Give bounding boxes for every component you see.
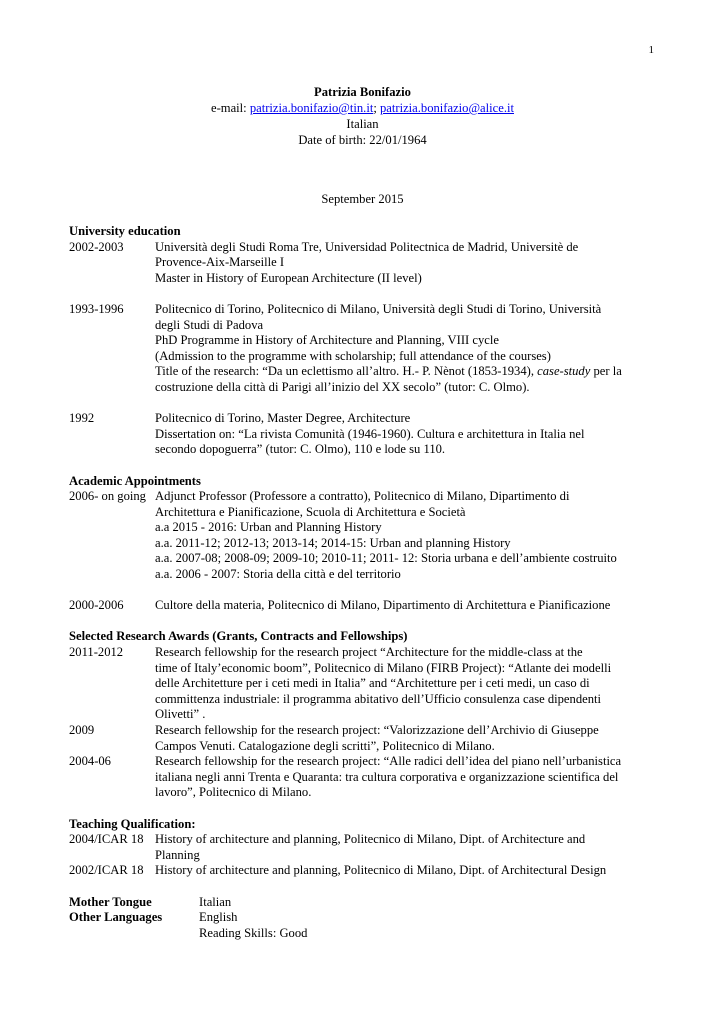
line-part-italic: case-study [537, 364, 591, 379]
section-title-appointments: Academic Appointments [69, 473, 201, 488]
entry-line: Architettura e Pianificazione, Scuola di Architettura e Società [155, 504, 466, 519]
award-entry [69, 645, 659, 723]
entry-line: PhD Programme in History of Architecture and Planning, VIII cycle [155, 333, 499, 348]
reading-skills: Reading Skills: Good [199, 925, 308, 940]
entry-line: lavoro”, Politecnico di Milano. [155, 785, 312, 800]
entry-line: History of architecture and planning, Politecnico di Milano, Dipt. of Architectural Design [155, 863, 607, 878]
entry-line: committenza industriale: il programma abitativo dell’Ufficio consulenza case dipendenti [155, 691, 601, 706]
teaching-entry [69, 863, 659, 879]
entry-text [155, 723, 659, 754]
other-languages-label: Other Languages [69, 910, 163, 925]
education-entry [69, 240, 659, 287]
spacer [69, 926, 199, 942]
section-title-education: University education [69, 224, 181, 238]
entry-line: Università degli Studi Roma Tre, Universidad Politectnica de Madrid, Universitè de [155, 239, 579, 254]
entry-line: a.a. 2011-12; 2012-13; 2013-14; 2014-15: Urban and planning History [155, 535, 511, 550]
entry-text [155, 598, 659, 614]
entry-years: 2002-2003 [69, 239, 124, 254]
entry-line: (Admission to the programme with scholarship; full attendance of the courses) [155, 348, 551, 363]
entry-years: 2004-06 [69, 754, 111, 769]
entry-text [155, 832, 659, 863]
document-date: September 2015 [321, 192, 404, 206]
entry-years: 2006- on going [69, 489, 146, 504]
entry-line: degli Studi di Padova [155, 317, 264, 332]
email-link-tin[interactable]: patrizia.bonifazio@tin.it [249, 101, 374, 115]
entry-line: delle Architetture per i ceti medi in Italia” and “Architetture per i ceti medi, un caso di [155, 676, 590, 691]
line-part: per la [590, 364, 622, 379]
entry-line [155, 364, 659, 380]
entry-line: Master in History of European Architecture (II level) [155, 270, 422, 285]
entry-text [155, 302, 659, 396]
email-link-alice[interactable]: patrizia.bonifazio@alice.it [380, 101, 514, 115]
entry-line: a.a. 2007-08; 2008-09; 2009-10; 2010-11; 2011- 12: Storia urbana e dell’ambiente costruito [155, 551, 617, 566]
mother-tongue-value: Italian [199, 894, 232, 909]
entry-text [155, 645, 659, 723]
entry-line: Adjunct Professor (Professore a contratto), Politecnico di Milano, Dipartimento di [155, 489, 570, 504]
section-title-awards: Selected Research Awards (Grants, Contracts and Fellowships) [69, 629, 408, 644]
line-part: Title of the research: “Da un eclettismo all’altro. H.- P. Nènot (1853-1934), [155, 364, 538, 379]
entry-years: 1992 [69, 411, 95, 426]
award-entry [69, 723, 659, 754]
education-entry [69, 302, 659, 396]
entry-years: 2000-2006 [69, 598, 124, 613]
entry-line: Dissertation on: “La rivista Comunità (1946-1960). Cultura e architettura in Italia nel [155, 426, 585, 441]
person-name: Patrizia Bonifazio [314, 85, 411, 99]
entry-code: 2004/ICAR 18 [69, 832, 144, 847]
other-languages-row [69, 910, 659, 926]
nationality: Italian [346, 117, 379, 131]
entry-text [155, 240, 659, 287]
entry-line: italiana negli anni Trenta e Quaranta: tra cultura corporativa e organizzazione scientifica del [155, 769, 619, 784]
entry-line: Provence-Aix-Marseille I [155, 255, 285, 270]
entry-line: secondo dopoguerra” (tutor: C. Olmo), 110 e lode su 110. [155, 442, 446, 457]
entry-line: History of architecture and planning, Politecnico di Milano, Dipt. of Architecture and [155, 832, 586, 847]
page-number: 1 [648, 44, 654, 56]
education-entry [69, 411, 659, 458]
entry-line: Olivetti” . [155, 707, 206, 722]
entry-line: Politecnico di Torino, Politecnico di Milano, Università degli Studi di Torino, Università [155, 301, 602, 316]
entry-line: Research fellowship for the research project: “Alle radici dell’idea del piano nell’urbanistica [155, 754, 622, 769]
teaching-entry [69, 832, 659, 863]
entry-text [155, 411, 659, 458]
date-of-birth: Date of birth: 22/01/1964 [298, 133, 427, 147]
entry-line: Research fellowship for the research project “Architecture for the middle-class at the [155, 645, 583, 660]
entry-line: Politecnico di Torino, Master Degree, Architecture [155, 411, 411, 426]
entry-line: time of Italy’economic boom”, Politecnico di Milano (FIRB Project): “Atlante dei modelli [155, 660, 612, 675]
cv-content [69, 224, 659, 941]
email-separator: ; [373, 101, 380, 115]
entry-text [155, 489, 659, 583]
entry-line: Research fellowship for the research project: “Valorizzazione dell’Archivio di Giuseppe [155, 723, 599, 737]
entry-years: 2009 [69, 723, 95, 737]
award-entry [69, 754, 659, 801]
entry-line: Cultore della materia, Politecnico di Milano, Dipartimento di Architettura e Pianificazione [155, 598, 611, 613]
mother-tongue-row [69, 895, 659, 911]
reading-skills-row [69, 926, 659, 942]
entry-code: 2002/ICAR 18 [69, 863, 144, 878]
entry-line: Planning [155, 847, 200, 862]
entry-line: a.a. 2006 - 2007: Storia della città e del territorio [155, 567, 401, 582]
entry-years: 1993-1996 [69, 301, 124, 316]
appointment-entry [69, 598, 659, 614]
section-title-teaching: Teaching Qualification: [69, 816, 196, 831]
entry-text [155, 754, 659, 801]
cv-header [0, 85, 725, 149]
entry-years: 2011-2012 [69, 645, 124, 660]
entry-line: costruzione della città di Parigi all’inizio del XX secolo” (tutor: C. Olmo). [155, 379, 530, 394]
mother-tongue-label: Mother Tongue [69, 894, 152, 909]
appointment-entry [69, 489, 659, 583]
other-languages-value: English [199, 910, 238, 925]
email-prefix: e-mail: [211, 101, 250, 115]
email-line [0, 101, 725, 117]
entry-text [155, 863, 659, 879]
entry-line: Campos Venuti. Catalogazione degli scritti”, Politecnico di Milano. [155, 738, 495, 753]
entry-line: a.a 2015 - 2016: Urban and Planning History [155, 520, 382, 535]
